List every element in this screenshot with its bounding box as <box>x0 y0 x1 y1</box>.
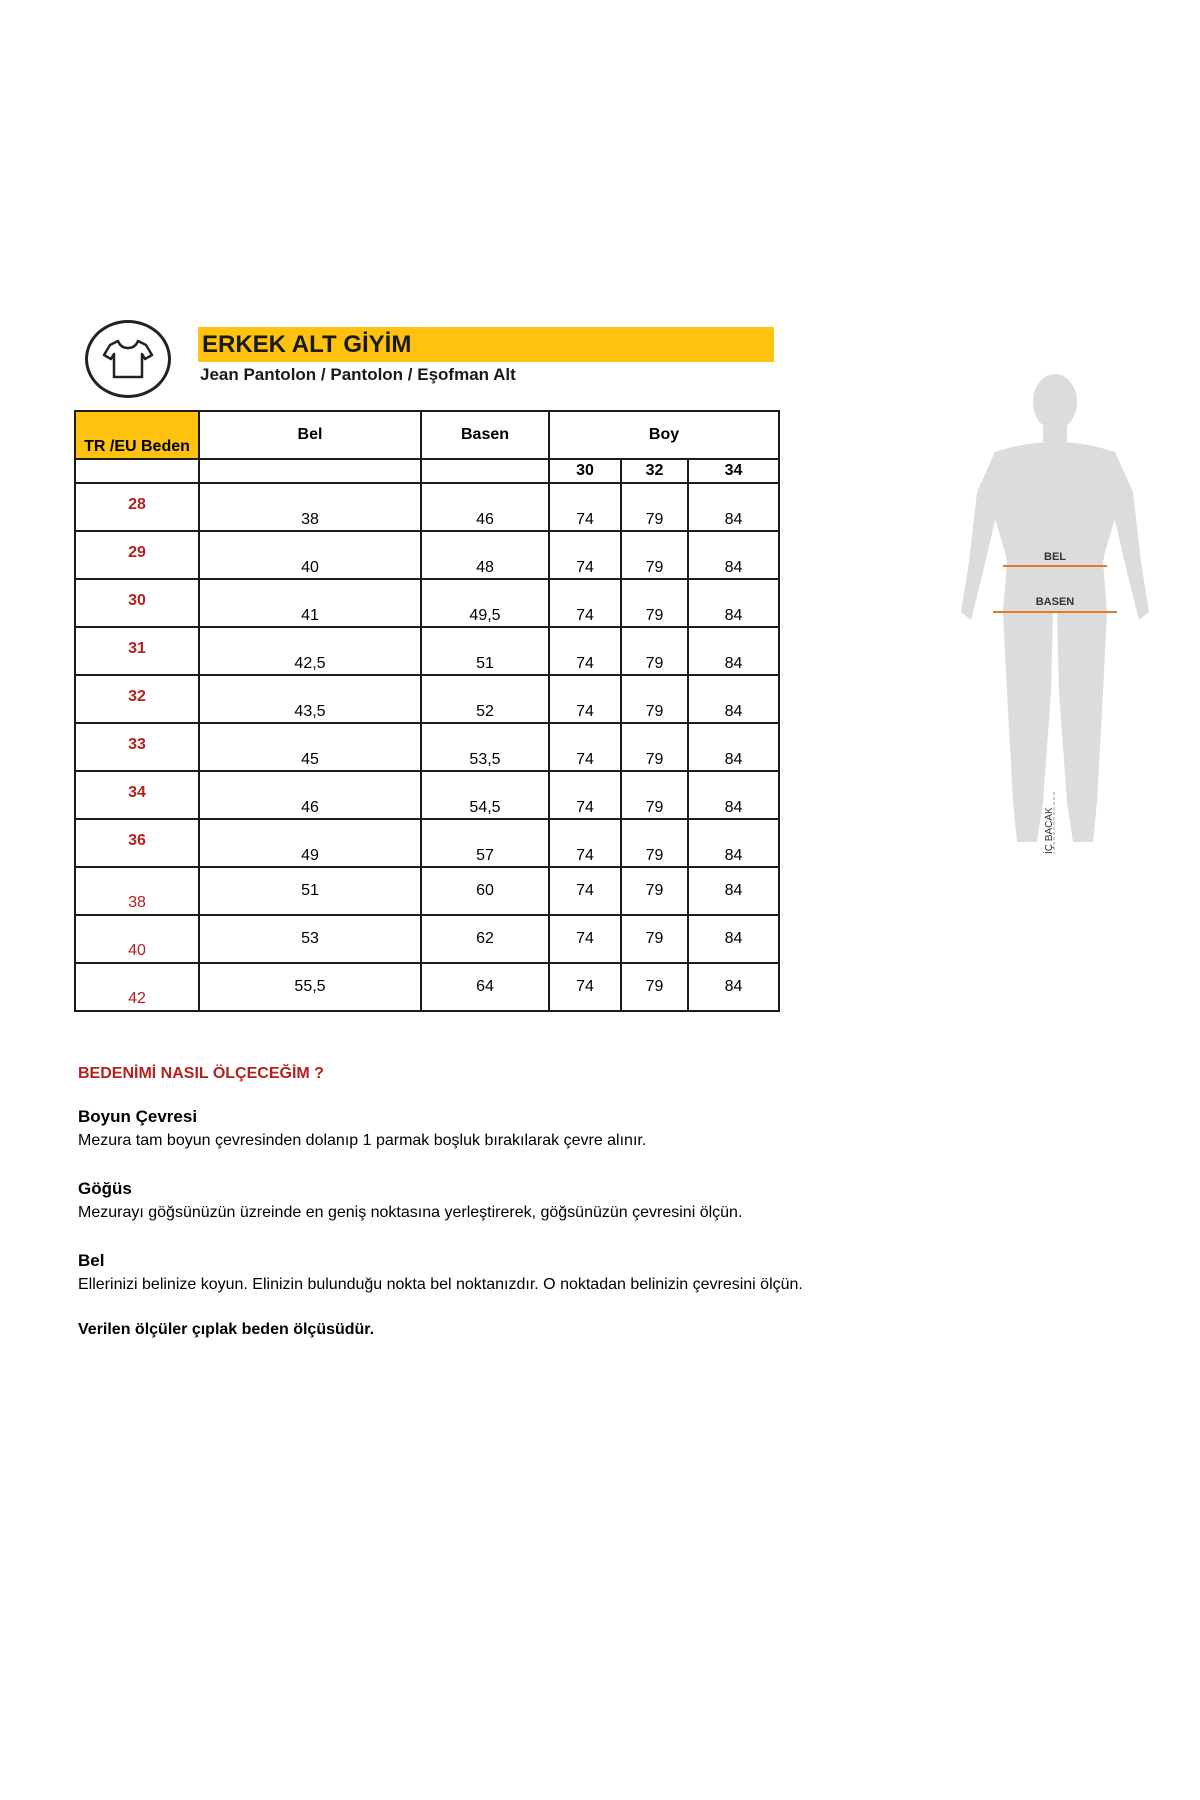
b30-cell: 74 <box>549 963 621 1011</box>
b32-cell: 79 <box>621 627 688 675</box>
table-row <box>75 675 779 723</box>
b30-cell: 74 <box>549 915 621 963</box>
table-row <box>75 963 779 1011</box>
guide-item-title: Göğüs <box>78 1179 132 1198</box>
bel-cell: 42,5 <box>199 627 421 675</box>
b32-cell: 79 <box>621 579 688 627</box>
b30-cell: 74 <box>549 579 621 627</box>
guide-question: BEDENİMİ NASIL ÖLÇECEĞİM ? <box>78 1065 324 1082</box>
bel-cell: 46 <box>199 771 421 819</box>
basen-cell: 57 <box>421 819 549 867</box>
b34-cell: 84 <box>688 867 779 915</box>
basen-label: BASEN <box>1035 596 1075 608</box>
size-cell: 36 <box>75 819 199 867</box>
page-subtitle: Jean Pantolon / Pantolon / Eşofman Alt <box>200 365 516 384</box>
bel-label: BEL <box>1044 551 1066 563</box>
table-row <box>75 579 779 627</box>
b34-cell: 84 <box>688 675 779 723</box>
bel-cell: 38 <box>199 483 421 531</box>
table-row <box>75 531 779 579</box>
b32-cell: 79 <box>621 531 688 579</box>
size-cell: 29 <box>75 531 199 579</box>
b32-cell: 79 <box>621 723 688 771</box>
b32-cell: 79 <box>621 867 688 915</box>
bel-cell: 53 <box>199 915 421 963</box>
table-row <box>75 771 779 819</box>
b30-cell: 74 <box>549 771 621 819</box>
size-cell: 31 <box>75 627 199 675</box>
tshirt-icon <box>100 335 156 383</box>
b30-cell: 74 <box>549 483 621 531</box>
bel-cell: 41 <box>199 579 421 627</box>
basen-cell: 53,5 <box>421 723 549 771</box>
bel-cell: 55,5 <box>199 963 421 1011</box>
b34-cell: 84 <box>688 531 779 579</box>
guide-note: Verilen ölçüler çıplak beden ölçüsüdür. <box>78 1321 375 1338</box>
bel-cell: 45 <box>199 723 421 771</box>
b30-cell: 74 <box>549 867 621 915</box>
size-cell: 32 <box>75 675 199 723</box>
measurement-guide <box>78 1065 978 1339</box>
b34-cell: 84 <box>688 771 779 819</box>
basen-cell: 51 <box>421 627 549 675</box>
page-title: ERKEK ALT GİYİM <box>198 327 774 362</box>
boy-column-header: Boy <box>549 411 779 459</box>
size-cell: 30 <box>75 579 199 627</box>
table-row <box>75 723 779 771</box>
b30-cell: 74 <box>549 627 621 675</box>
b32-cell: 79 <box>621 963 688 1011</box>
b34-cell: 84 <box>688 819 779 867</box>
basen-cell: 54,5 <box>421 771 549 819</box>
bel-cell: 43,5 <box>199 675 421 723</box>
b30-cell: 74 <box>549 675 621 723</box>
size-cell: 40 <box>75 915 199 963</box>
table-row <box>75 627 779 675</box>
bel-cell: 40 <box>199 531 421 579</box>
b34-cell: 84 <box>688 579 779 627</box>
size-column-header: TR /EU Beden <box>75 411 199 459</box>
basen-cell: 60 <box>421 867 549 915</box>
size-cell: 34 <box>75 771 199 819</box>
ic-bacak-label: İÇ BACAK <box>1044 807 1055 854</box>
basen-cell: 48 <box>421 531 549 579</box>
empty-cell <box>75 459 199 483</box>
b32-cell: 79 <box>621 675 688 723</box>
b32-cell: 79 <box>621 771 688 819</box>
basen-cell: 64 <box>421 963 549 1011</box>
b34-cell: 84 <box>688 915 779 963</box>
size-table <box>74 410 780 1012</box>
body-figure <box>955 362 1155 862</box>
guide-item-text: Mezurayı göğsünüzün üzreinde en geniş noktasına yerleştirerek, göğsünüzün çevresini ölçün. <box>78 1204 743 1221</box>
b32-cell: 79 <box>621 915 688 963</box>
size-cell: 28 <box>75 483 199 531</box>
basen-cell: 49,5 <box>421 579 549 627</box>
b30-cell: 74 <box>549 723 621 771</box>
guide-item-text: Mezura tam boyun çevresinden dolanıp 1 parmak boşluk bırakılarak çevre alınır. <box>78 1132 647 1149</box>
basen-cell: 62 <box>421 915 549 963</box>
boy-sub-header: 30 <box>549 459 621 483</box>
table-row <box>75 915 779 963</box>
size-cell: 42 <box>75 963 199 1011</box>
table-row <box>75 867 779 915</box>
b32-cell: 79 <box>621 819 688 867</box>
b34-cell: 84 <box>688 627 779 675</box>
basen-cell: 46 <box>421 483 549 531</box>
boy-sub-header: 34 <box>688 459 779 483</box>
size-cell: 38 <box>75 867 199 915</box>
table-row <box>75 483 779 531</box>
b32-cell: 79 <box>621 483 688 531</box>
bel-cell: 49 <box>199 819 421 867</box>
basen-column-header: Basen <box>421 411 549 459</box>
tshirt-logo <box>85 320 171 398</box>
bel-column-header: Bel <box>199 411 421 459</box>
guide-item-title: Boyun Çevresi <box>78 1107 198 1126</box>
b34-cell: 84 <box>688 483 779 531</box>
empty-cell <box>199 459 421 483</box>
guide-item-title: Bel <box>78 1251 105 1270</box>
bel-cell: 51 <box>199 867 421 915</box>
size-cell: 33 <box>75 723 199 771</box>
b30-cell: 74 <box>549 531 621 579</box>
b34-cell: 84 <box>688 723 779 771</box>
guide-item-text: Ellerinizi belinize koyun. Elinizin bulunduğu nokta bel noktanızdır. O noktadan belinizin çevresini ölçün. <box>78 1276 803 1293</box>
b34-cell: 84 <box>688 963 779 1011</box>
table-row <box>75 819 779 867</box>
boy-sub-header: 32 <box>621 459 688 483</box>
empty-cell <box>421 459 549 483</box>
basen-cell: 52 <box>421 675 549 723</box>
b30-cell: 74 <box>549 819 621 867</box>
